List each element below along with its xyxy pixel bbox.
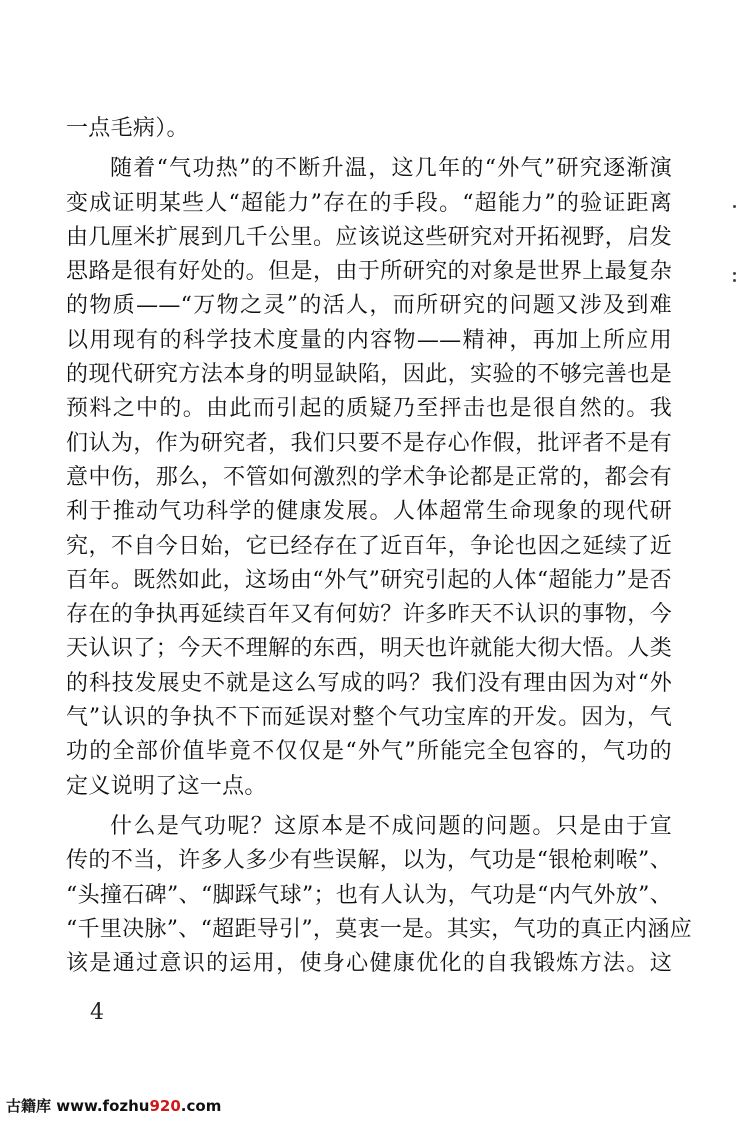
- page-number: 4: [90, 1000, 104, 1025]
- text-line: 一点毛病）。: [66, 116, 189, 141]
- watermark-url: [56, 1097, 221, 1115]
- text-line: 气”认识的争执不下而延误对整个气功宝库的开发。因为，气: [66, 705, 672, 731]
- text-line: 以用现有的科学技术度量的内容物——精神，再加上所应用: [66, 327, 672, 353]
- text-line: 该是通过意识的运用，使身心健康优化的自我锻炼方法。这: [66, 951, 672, 977]
- text-line: 功的全部价值毕竟不仅仅是“外气”所能完全包容的，气功的: [66, 739, 672, 765]
- text-line: 预料之中的。由此而引起的质疑乃至抨击也是很自然的。我: [66, 396, 672, 422]
- text-line: “千里决脉”、“超距导引”，莫衷一是。其实，气功的真正内涵应: [66, 916, 692, 942]
- text-line: 变成证明某些人“超能力”存在的手段。“超能力”的验证距离: [66, 190, 672, 216]
- watermark-site-name: 古籍库: [6, 1097, 52, 1115]
- text-line: 什么是气功呢？这原本是不成问题的问题。只是由于宣: [110, 813, 672, 839]
- site-watermark: [6, 1095, 221, 1116]
- text-line: 利于推动气功科学的健康发展。人体超常生命现象的现代研: [66, 499, 672, 525]
- text-line: 天认识了；今天不理解的东西，明天也许就能大彻大悟。人类: [66, 636, 672, 662]
- scan-speck: [733, 272, 736, 275]
- scan-speck: [733, 279, 736, 282]
- body-text: [66, 112, 692, 981]
- text-line: 意中伤，那么，不管如何激烈的学术争论都是正常的，都会有: [66, 464, 672, 490]
- text-line: 究，不自今日始，它已经存在了近百年，争论也因之延续了近: [66, 533, 672, 559]
- text-line: 传的不当，许多人多少有些误解，以为，气功是“银枪刺喉”、: [66, 848, 672, 874]
- text-line: 的物质——“万物之灵”的活人，而所研究的问题又涉及到难: [66, 293, 672, 319]
- text-line: 随着“气功热”的不断升温，这几年的“外气”研究逐渐演: [110, 156, 672, 182]
- text-line: 的科技发展史不就是这么写成的吗？我们没有理由因为对“外: [66, 670, 672, 696]
- text-line: 定义说明了这一点。: [66, 773, 267, 799]
- text-line: “头撞石碑”、“脚踩气球”；也有人认为，气功是“内气外放”、: [66, 882, 672, 908]
- watermark-url-suffix: .com: [180, 1097, 222, 1115]
- text-line: 存在的争执再延续百年又有何妨？许多昨天不认识的事物，今: [66, 602, 672, 628]
- text-line: 百年。既然如此，这场由“外气”研究引起的人体“超能力”是否: [66, 567, 672, 593]
- text-line: 们认为，作为研究者，我们只要不是存心作假，批评者不是有: [66, 430, 672, 456]
- watermark-url-prefix: www.fozhu: [56, 1097, 150, 1115]
- text-line: 的现代研究方法本身的明显缺陷，因此，实验的不够完善也是: [66, 362, 672, 388]
- text-line: 由几厘米扩展到几千公里。应该说这些研究对开拓视野，启发: [66, 224, 672, 250]
- text-line: 思路是很有好处的。但是，由于所研究的对象是世界上最复杂: [66, 259, 672, 285]
- watermark-url-accent: 920: [149, 1097, 181, 1115]
- scan-speck: [733, 205, 736, 208]
